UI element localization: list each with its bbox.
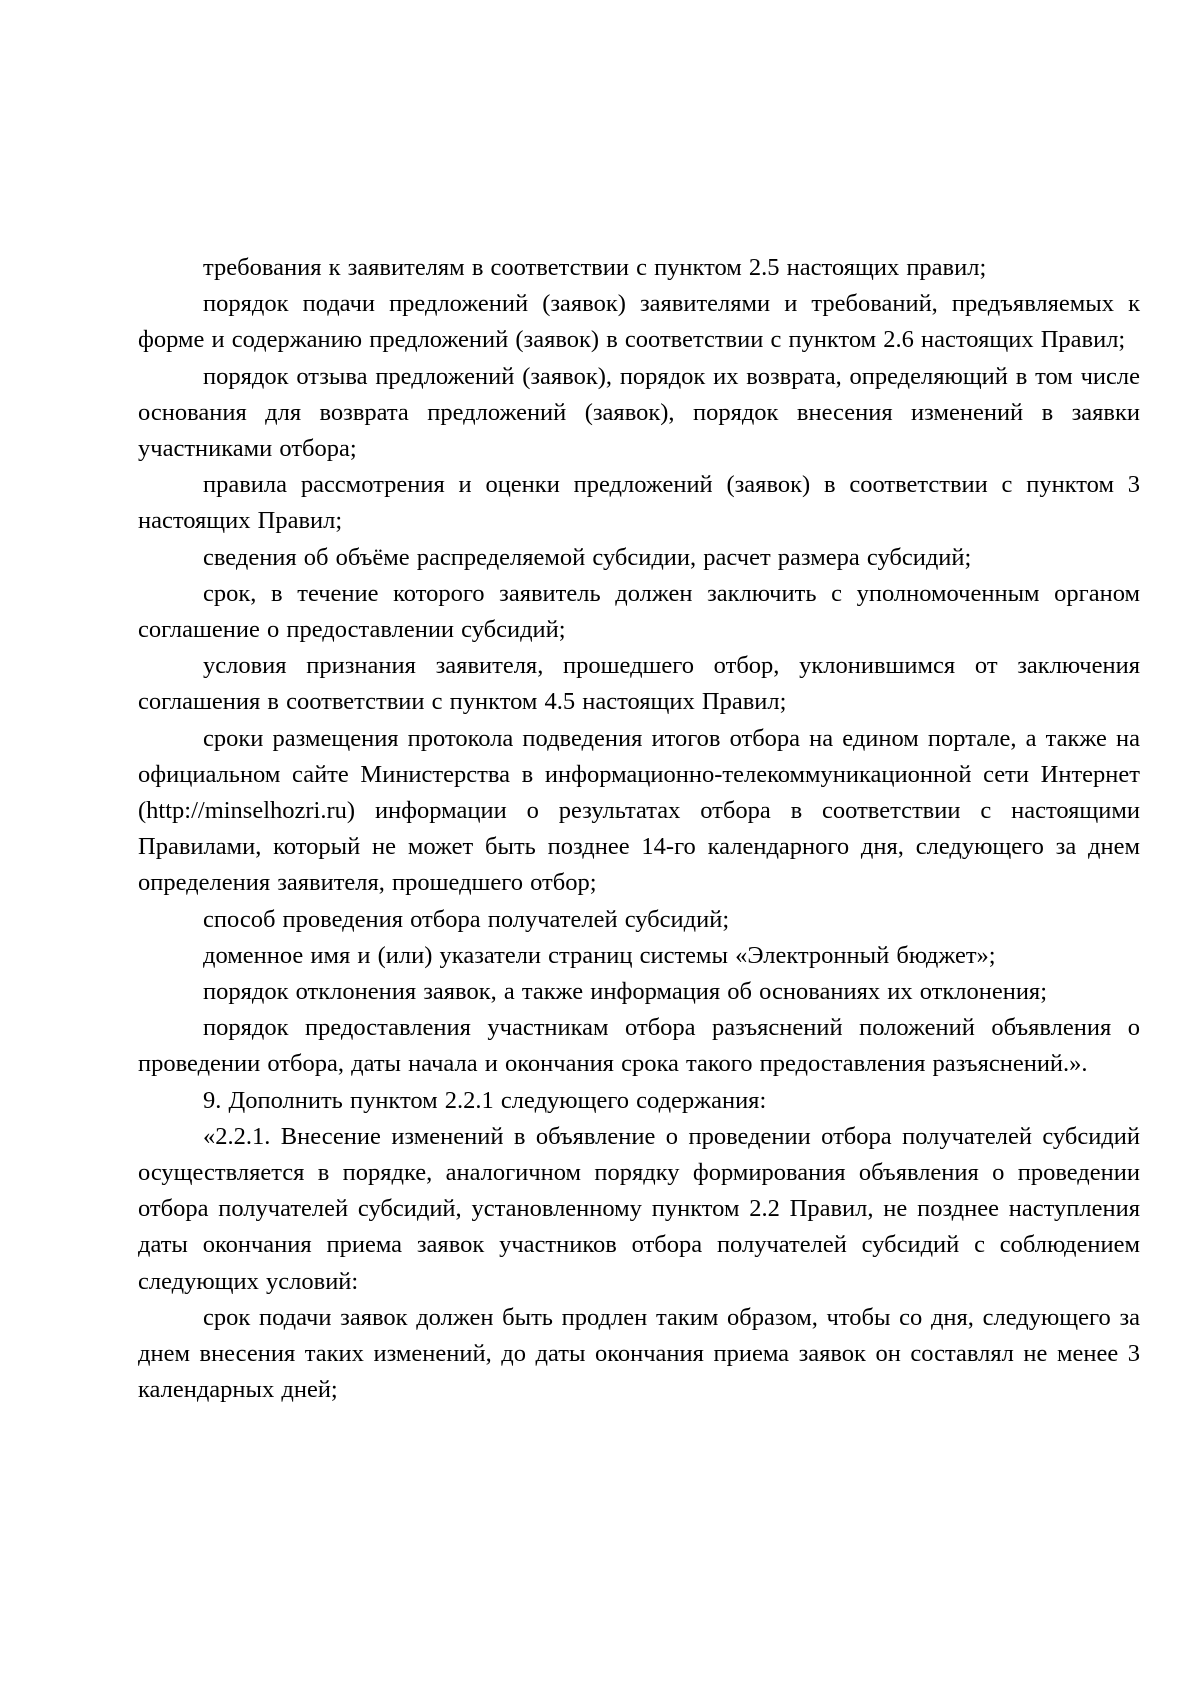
paragraph: сведения об объёме распределяемой субсидии, расчет размера субсидий;: [203, 543, 972, 571]
paragraph: порядок подачи предложений (заявок) заявителями и требований, предъявляемых к форме и содержанию предложений (заявок) в соответствии с пунктом 2.6 настоящих Правил;: [138, 290, 1140, 354]
paragraph: 9. Дополнить пунктом 2.2.1 следующего содержания:: [203, 1086, 767, 1114]
paragraph: условия признания заявителя, прошедшего отбор, уклонившимся от заключения соглашения в соответствии с пунктом 4.5 настоящих Правил;: [138, 652, 1140, 716]
paragraph: сроки размещения протокола подведения итогов отбора на едином портале, а также на официальном сайте Министерства в информационно-телекоммуникационной сети Интернет (http://minselhozri.ru) информации о результатах отбора в соответствии с настоящими Правилами, который не может быть позднее 14-го календарного дня, следующего за днем определения заявителя, прошедшего отбор;: [138, 724, 1140, 897]
paragraph: порядок предоставления участникам отбора разъяснений положений объявления о проведении отбора, даты начала и окончания срока такого предоставления разъяснений.».: [138, 1014, 1140, 1078]
paragraph: порядок отзыва предложений (заявок), порядок их возврата, определяющий в том числе основания для возврата предложений (заявок), порядок внесения изменений в заявки участниками отбора;: [138, 362, 1140, 463]
document-body: [138, 250, 1140, 1409]
paragraph: срок, в течение которого заявитель должен заключить с уполномоченным органом соглашение о предоставлении субсидий;: [138, 579, 1140, 644]
paragraph: срок подачи заявок должен быть продлен таким образом, чтобы со дня, следующего за днем внесения таких изменений, до даты окончания приема заявок он составлял не менее 3 календарных дней;: [138, 1303, 1140, 1404]
paragraph: порядок отклонения заявок, а также информация об основаниях их отклонения;: [203, 978, 1048, 1006]
paragraph: правила рассмотрения и оценки предложений (заявок) в соответствии с пунктом 3 настоящих Правил;: [138, 471, 1140, 535]
paragraph: требования к заявителям в соответствии с пунктом 2.5 настоящих правил;: [203, 254, 987, 281]
paragraph: способ проведения отбора получателей субсидий;: [203, 905, 730, 933]
paragraph: доменное имя и (или) указатели страниц системы «Электронный бюджет»;: [203, 941, 996, 969]
paragraph: «2.2.1. Внесение изменений в объявление о проведении отбора получателей субсидий осуществляется в порядке, аналогичном порядку формирования объявления о проведении отбора получателей субсидий, установленному пунктом 2.2 Правил, не позднее наступления даты окончания приема заявок участников отбора получателей субсидий с соблюдением следующих условий:: [138, 1122, 1140, 1295]
